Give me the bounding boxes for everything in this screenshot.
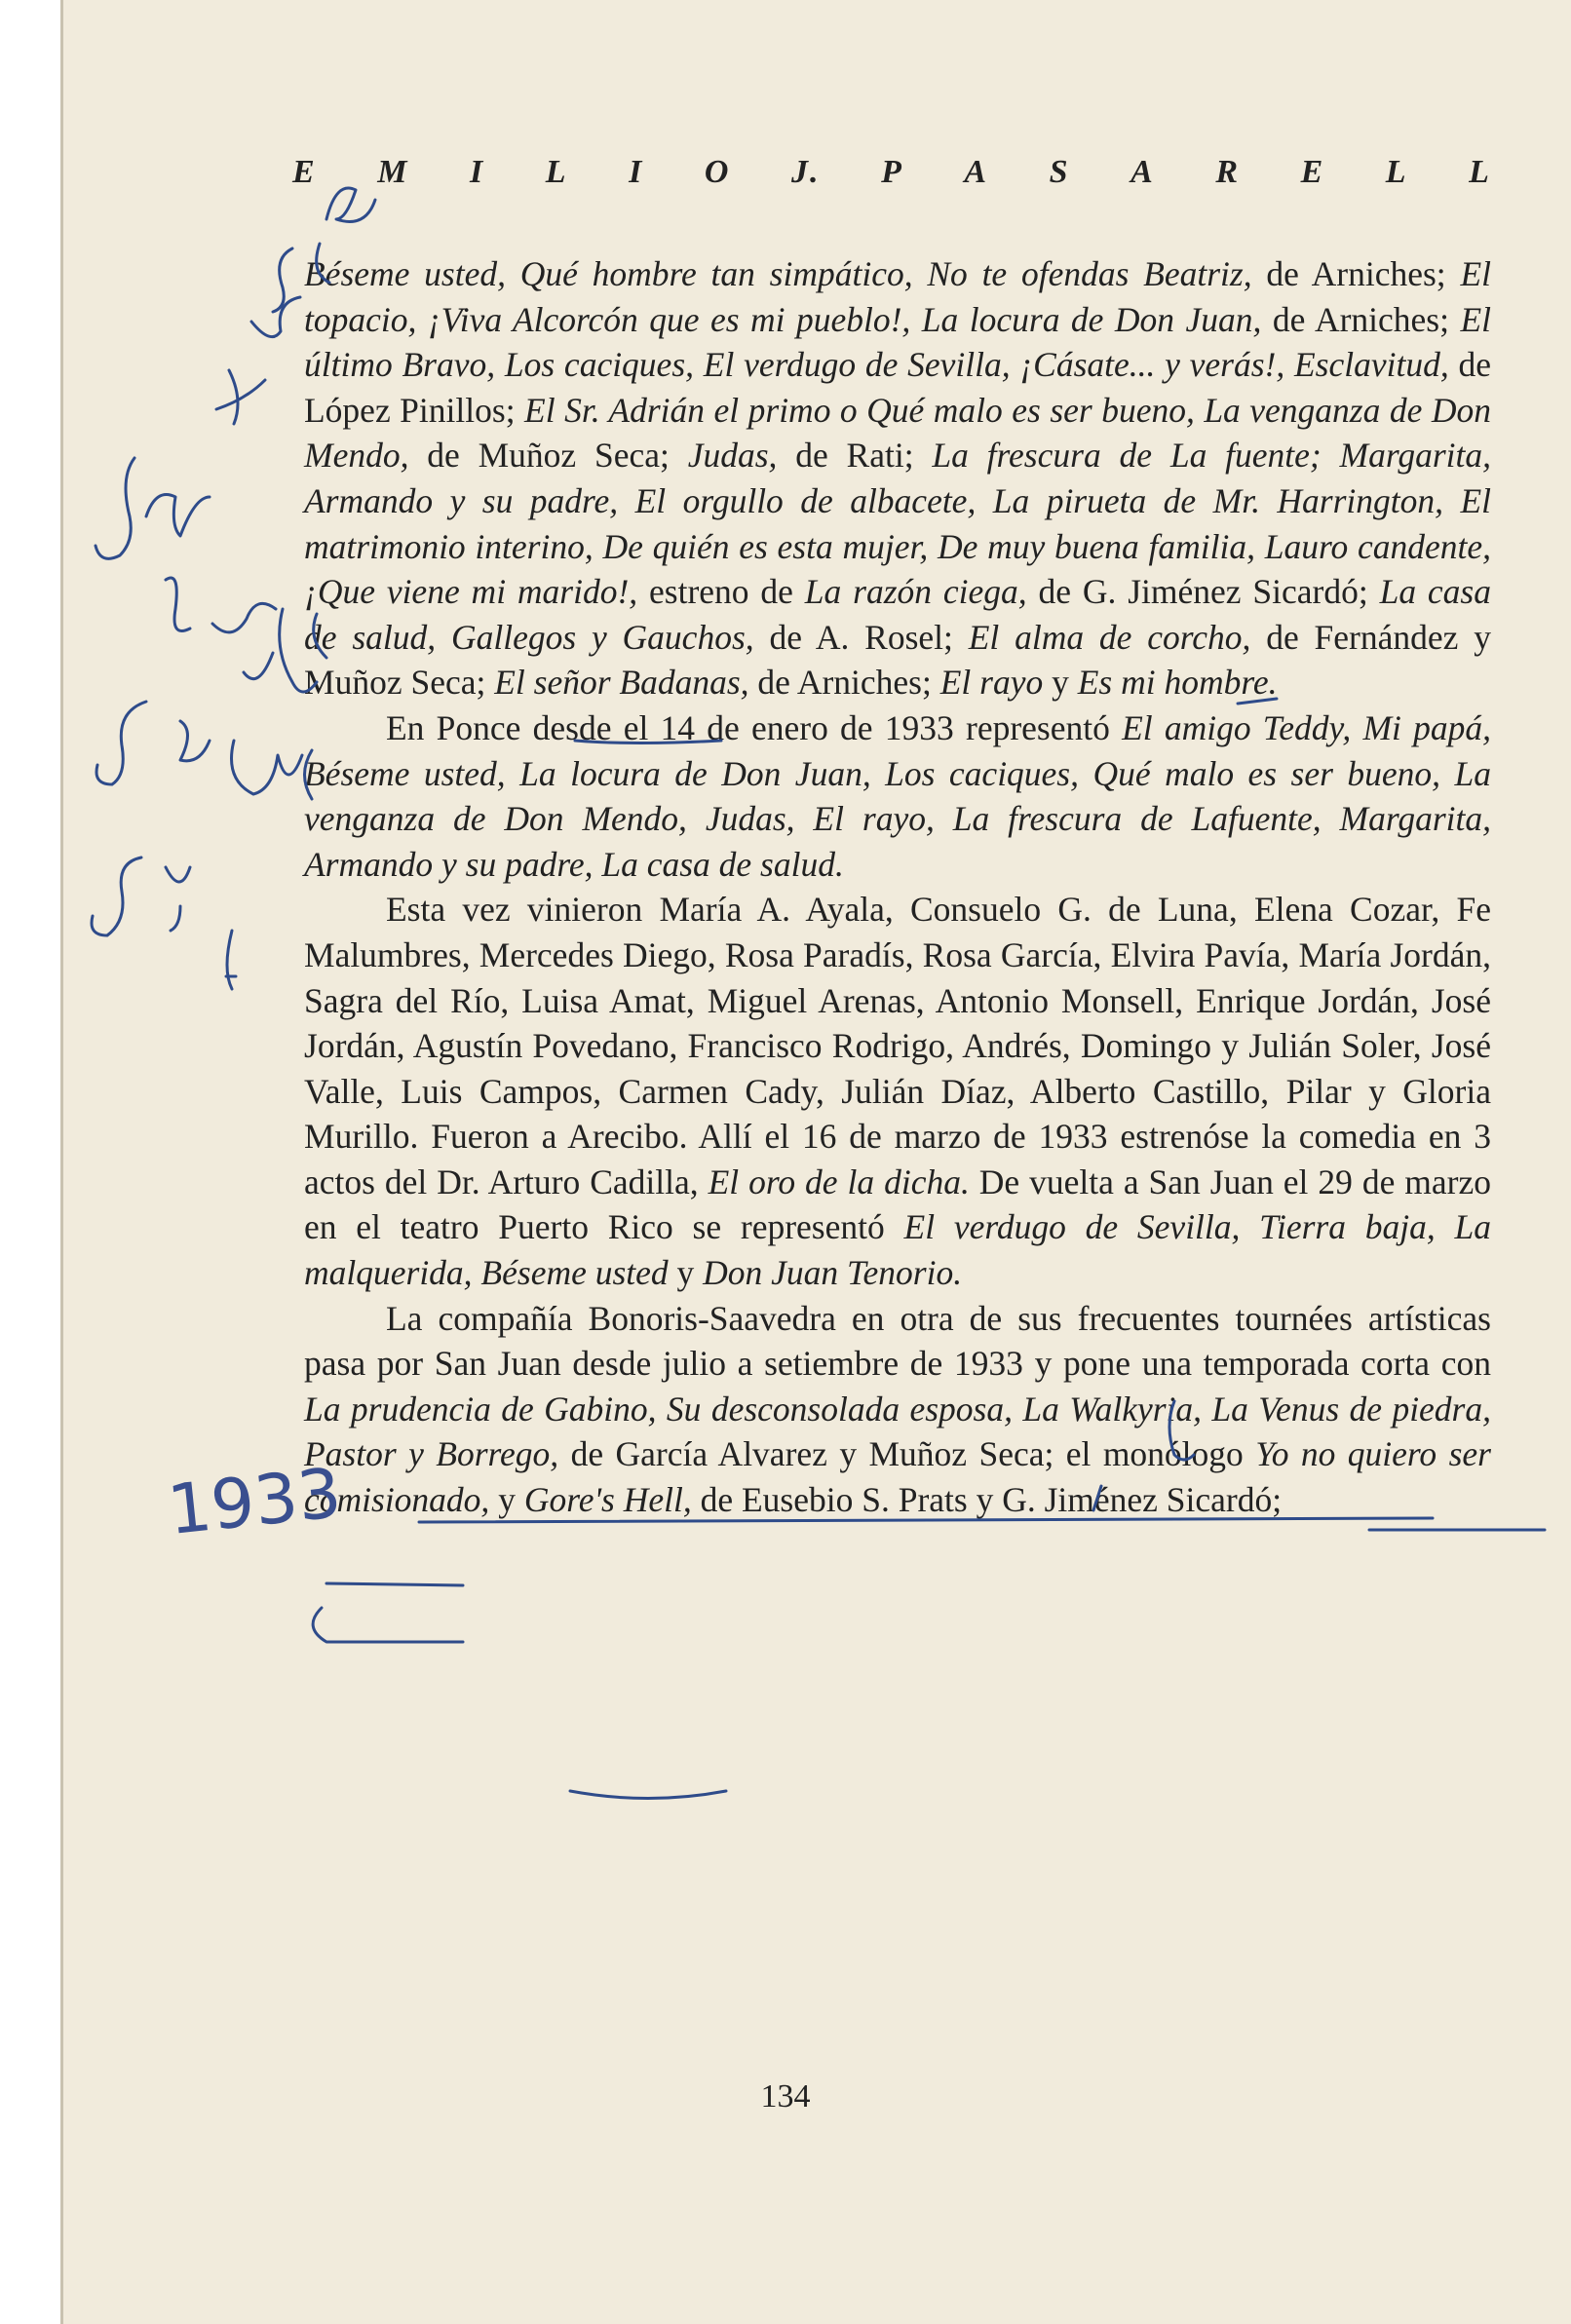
- header-letter: M: [377, 154, 409, 190]
- italic-title-text: El rayo: [939, 663, 1044, 703]
- handwriting-stroke: [92, 857, 141, 935]
- header-letter: J.: [791, 154, 821, 190]
- handwriting-stroke: [180, 721, 210, 761]
- italic-title-text: El señor Badanas,: [494, 663, 749, 703]
- handwriting-stroke: [273, 248, 292, 312]
- handwriting-stroke: [313, 1583, 463, 1642]
- text-run: De vuelta a San Juan el 29 de marzo en el teatro Puerto Rico se representó: [304, 1162, 1491, 1247]
- paragraph: [304, 1296, 1491, 1523]
- handwriting-stroke: [216, 370, 265, 424]
- handwriting-stroke: [166, 578, 190, 631]
- text-run: de Eusebio S. Prats y G. Jiménez Sicardó;: [691, 1480, 1283, 1520]
- scan-edge-line: [60, 0, 63, 2324]
- handwriting-stroke: [96, 702, 146, 784]
- italic-title-text: La casa de salud, Gallegos y Gauchos,: [304, 572, 1492, 657]
- text-run: de Arniches;: [1261, 299, 1461, 339]
- header-letter: L: [1469, 154, 1491, 190]
- text-run: estreno de: [637, 572, 805, 612]
- text-run: La compañía Bonoris-Saavedra en otra de sus frecuentes tournées artísticas pasa por San Juan desde julio a setiembre de 1933 y pone una temporada corta con: [304, 1298, 1491, 1384]
- italic-title-text: El alma de corcho,: [968, 617, 1251, 657]
- text-run: y: [489, 1480, 524, 1520]
- italic-title-text: La frescura de La fuente; Margarita, Armando y su padre, El orgullo de albacete, La pirueta de Mr. Harrington, El matrimonio interino, De quién es esta mujer, De muy buena familia, Lauro candente, ¡Que viene mi marido!,: [304, 436, 1491, 612]
- handwriting-stroke: [232, 741, 303, 794]
- italic-title-text: Gore's Hell,: [523, 1480, 692, 1520]
- italic-title-text: Es mi hombre.: [1077, 663, 1278, 703]
- scan-margin: [0, 0, 60, 2324]
- header-letter: I: [629, 154, 644, 190]
- text-run: de Muñoz Seca;: [408, 436, 688, 476]
- header-letter: L: [545, 154, 568, 190]
- italic-title-text: Béseme usted, Qué hombre tan simpático, No te ofendas Beatriz,: [304, 254, 1252, 293]
- italic-title-text: La prudencia de Gabino, Su desconsolada esposa, La Walkyria, La Venus de piedra, Pastor y Borrego,: [304, 1389, 1491, 1474]
- header-letter: I: [470, 154, 485, 190]
- paragraph: [304, 887, 1491, 1295]
- italic-title-text: El oro de la dicha.: [708, 1162, 970, 1201]
- header-letter: E: [292, 154, 317, 190]
- header-letter: O: [704, 154, 731, 190]
- handwriting-stroke: [96, 458, 134, 558]
- header-letter: R: [1215, 154, 1241, 190]
- header-letter: L: [1385, 154, 1408, 190]
- italic-title-text: El amigo Teddy, Mi papá, Béseme usted, La locura de Don Juan, Los caciques, Qué malo es ser bueno, La venganza de Don Mendo, Judas, El rayo, La frescura de Lafuente, Margarita, Armando y su padre, La casa de salud.: [304, 707, 1491, 884]
- handwriting-stroke: [212, 603, 276, 678]
- paragraph: [304, 705, 1491, 887]
- body-text: [304, 251, 1491, 1523]
- italic-title-text: Yo no quiero ser comisionado,: [304, 1434, 1491, 1520]
- header-letter: E: [1300, 154, 1325, 190]
- italic-title-text: El Sr. Adrián el primo o Qué malo es ser bueno, La venganza de Don Mendo,: [304, 390, 1491, 476]
- text-run: de García Alvarez y Muñoz Seca; el monólogo: [558, 1434, 1256, 1474]
- text-run: de Arniches;: [1251, 254, 1461, 293]
- text-run: de A. Rosel;: [753, 617, 969, 657]
- text-run: Esta vez vinieron María A. Ayala, Consuelo G. de Luna, Elena Cozar, Fe Malumbres, Mercedes Diego, Rosa Paradís, Rosa García, Elvira Pavía, María Jordán, Sagra del Río, Luisa Amat, Miguel Arenas, Antonio Monsell, Enrique Jordán, José Jordán, Agustín Povedano, Francisco Rodrigo, Andrés, Domingo y Julián Soler, José Valle, Luis Campos, Carmen Cady, Julián Díaz, Alberto Castillo, Pilar y Gloria Murillo. Fueron a Arecibo. Allí el 16 de marzo de 1933 estrenóse la comedia en 3 actos del Dr. Arturo Cadilla,: [304, 890, 1491, 1201]
- handwriting-stroke: [251, 297, 300, 337]
- handwritten-year-note: 1933: [164, 1452, 345, 1551]
- text-run: de G. Jiménez Sicardó;: [1026, 572, 1380, 612]
- handwriting-stroke: [146, 495, 210, 537]
- header-letter: P: [881, 154, 903, 190]
- text-run: de López Pinillos;: [304, 345, 1491, 430]
- header-letter: A: [1130, 154, 1155, 190]
- italic-title-text: El topacio, ¡Viva Alcorcón que es mi pueblo!, La locura de Don Juan,: [304, 254, 1491, 339]
- handwriting-stroke: [570, 1791, 726, 1799]
- italic-title-text: El último Bravo, Los caciques, El verdugo de Sevilla, ¡Cásate... y verás!, Esclavitud,: [304, 299, 1492, 385]
- header-letter: S: [1049, 154, 1070, 190]
- page-number: 134: [760, 2078, 811, 2114]
- text-run: de Fernández y Muñoz Seca;: [304, 617, 1491, 703]
- running-header: [292, 154, 1491, 191]
- text-run: En Ponce desde el 14 de enero de 1933 representó: [386, 707, 1123, 747]
- italic-title-text: Don Juan Tenorio.: [703, 1253, 963, 1293]
- text-run: de Rati;: [777, 436, 933, 476]
- handwriting-stroke: [226, 931, 236, 989]
- italic-title-text: El verdugo de Sevilla, Tierra baja, La malquerida, Béseme usted: [304, 1207, 1491, 1293]
- italic-title-text: La razón ciega,: [804, 572, 1027, 612]
- text-run: y: [1043, 663, 1078, 703]
- text-run: de Arniches;: [748, 663, 940, 703]
- italic-title-text: Judas,: [687, 436, 778, 476]
- header-letter: A: [964, 154, 989, 190]
- handwriting-stroke: [166, 867, 190, 931]
- paragraph: [304, 251, 1491, 705]
- text-run: y: [668, 1253, 704, 1293]
